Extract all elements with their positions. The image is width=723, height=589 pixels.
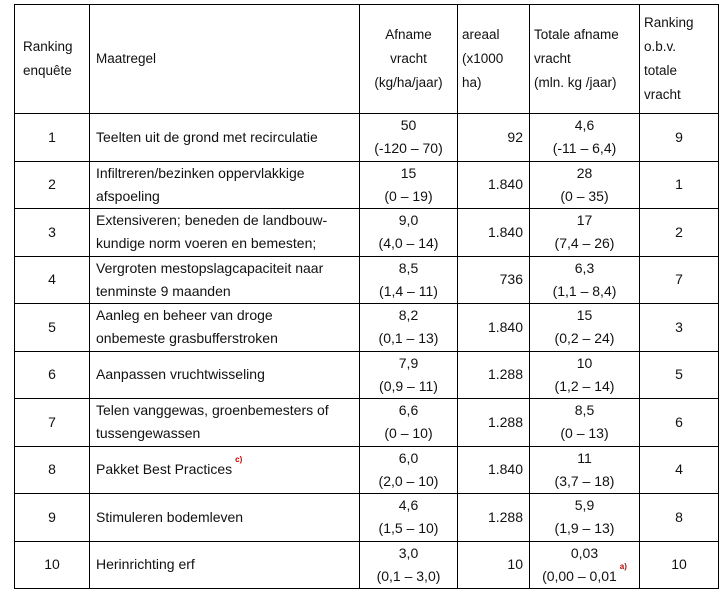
text-line: Telen vanggewas, groenbemesters of <box>96 402 329 419</box>
cell-afname-vracht <box>360 161 458 209</box>
table-body <box>15 114 719 589</box>
text-line: (1,9 – 13) <box>554 520 615 537</box>
cell-ranking-enquete: 10 <box>15 541 90 589</box>
cell-ranking-totale-vracht: 1 <box>640 161 719 209</box>
text-line: Aanleg en beheer van droge <box>96 307 273 324</box>
cell-ranking-enquete: 5 <box>15 304 90 352</box>
text-line: Pakket Best Practices$^{c)}$ <box>96 455 243 478</box>
text-line: vracht <box>390 51 427 66</box>
footnote-marker: c) <box>235 455 243 465</box>
cell-areaal: 736 <box>458 256 530 304</box>
text-line: 15 <box>400 164 417 181</box>
text-line: Aanpassen vruchtwisseling <box>96 366 265 383</box>
text-line: vracht <box>534 51 571 66</box>
text-line: 50 <box>400 117 417 134</box>
text-line: 8,5 <box>574 402 595 419</box>
cell-ranking-totale-vracht: 8 <box>640 494 719 542</box>
text-line: 9,0 <box>398 212 419 229</box>
text-line: 0,03 <box>570 544 599 561</box>
cell-ranking-enquete: 9 <box>15 494 90 542</box>
text-line: onbemeste grasbufferstroken <box>96 330 278 347</box>
text-line: 5,9 <box>574 497 595 514</box>
cell-totale-afname <box>530 399 640 447</box>
cell-afname-vracht <box>360 351 458 399</box>
text-line: tussengewassen <box>96 425 201 442</box>
cell-afname-vracht <box>360 494 458 542</box>
table-row <box>15 256 719 304</box>
text-line: Stimuleren bodemleven <box>96 508 244 525</box>
text-line: Infiltreren/bezinken oppervlakkige <box>96 164 305 181</box>
footnote-marker: a) <box>619 561 627 571</box>
cell-afname-vracht <box>360 256 458 304</box>
cell-maatregel <box>90 351 360 399</box>
text-line: 28 <box>576 164 593 181</box>
text-line: Maatregel <box>96 51 157 66</box>
text-line: kundige norm voeren en bemesten; <box>96 235 317 252</box>
text-line: Ranking <box>644 15 694 30</box>
text-line: (kg/ha/jaar) <box>374 75 443 90</box>
table-row <box>15 161 719 209</box>
text-line: afspoeling <box>96 187 160 204</box>
cell-areaal: 1.840 <box>458 446 530 494</box>
cell-maatregel <box>90 399 360 447</box>
text-line: 4,6 <box>398 497 419 514</box>
text-line: areaal <box>462 27 500 42</box>
cell-maatregel <box>90 114 360 162</box>
cell-afname-vracht <box>360 304 458 352</box>
text-line: Ranking <box>23 39 73 54</box>
text-line: ha) <box>462 75 482 90</box>
text-line: totale <box>644 63 678 78</box>
cell-ranking-totale-vracht: 9 <box>640 114 719 162</box>
cell-afname-vracht <box>360 399 458 447</box>
cell-areaal: 1.840 <box>458 209 530 257</box>
header-afname-vracht <box>360 5 458 114</box>
text-line: Herinrichting erf <box>96 556 195 573</box>
text-line: (0,00 – 0,01$^{a)}$ <box>542 561 627 584</box>
cell-maatregel <box>90 304 360 352</box>
cell-totale-afname <box>530 351 640 399</box>
text-line: 8,5 <box>398 259 419 276</box>
cell-afname-vracht <box>360 209 458 257</box>
cell-totale-afname <box>530 446 640 494</box>
text-line: o.b.v. <box>644 39 677 54</box>
table-row <box>15 446 719 494</box>
measures-table <box>14 4 719 589</box>
text-line: (x1000 <box>462 51 504 66</box>
cell-maatregel <box>90 541 360 589</box>
table-row <box>15 399 719 447</box>
text-line: (1,4 – 11) <box>379 282 438 299</box>
header-totale-afname <box>530 5 640 114</box>
cell-areaal: 10 <box>458 541 530 589</box>
cell-maatregel <box>90 161 360 209</box>
cell-ranking-enquete: 3 <box>15 209 90 257</box>
cell-areaal: 1.840 <box>458 161 530 209</box>
cell-ranking-enquete: 2 <box>15 161 90 209</box>
cell-afname-vracht <box>360 114 458 162</box>
cell-afname-vracht <box>360 446 458 494</box>
text-line: vracht <box>644 87 681 102</box>
text-line: 8,2 <box>398 307 419 324</box>
text-line: Extensiveren; beneden de landbouw- <box>96 212 328 229</box>
cell-ranking-enquete: 7 <box>15 399 90 447</box>
text-line: 10 <box>576 354 593 371</box>
cell-totale-afname <box>530 541 640 589</box>
text-line: (mln. kg /jaar) <box>534 75 617 90</box>
cell-ranking-enquete: 6 <box>15 351 90 399</box>
cell-ranking-totale-vracht: 7 <box>640 256 719 304</box>
text-line: 4,6 <box>574 117 595 134</box>
cell-maatregel <box>90 256 360 304</box>
text-line: Teelten uit de grond met recirculatie <box>96 128 318 145</box>
text-line: (0 – 13) <box>560 425 609 442</box>
text-line: 15 <box>576 307 593 324</box>
table-row <box>15 494 719 542</box>
text-line: (1,5 – 10) <box>378 520 439 537</box>
text-line: 6,0 <box>398 449 419 466</box>
table-row <box>15 351 719 399</box>
text-line: (0 – 10) <box>384 425 433 442</box>
cell-ranking-enquete: 4 <box>15 256 90 304</box>
cell-maatregel <box>90 494 360 542</box>
table-row <box>15 209 719 257</box>
text-line: 6,6 <box>398 402 419 419</box>
cell-ranking-totale-vracht: 6 <box>640 399 719 447</box>
cell-afname-vracht <box>360 541 458 589</box>
table-row <box>15 541 719 589</box>
cell-areaal: 1.288 <box>458 399 530 447</box>
cell-totale-afname <box>530 494 640 542</box>
cell-maatregel <box>90 446 360 494</box>
cell-areaal: 1.288 <box>458 351 530 399</box>
text-line: (0,1 – 13) <box>378 330 439 347</box>
header-areaal <box>458 5 530 114</box>
text-line: (-11 – 6,4) <box>552 140 617 157</box>
cell-areaal: 92 <box>458 114 530 162</box>
cell-ranking-totale-vracht: 5 <box>640 351 719 399</box>
text-line: (0,2 – 24) <box>554 330 615 347</box>
cell-maatregel <box>90 209 360 257</box>
cell-ranking-totale-vracht: 10 <box>640 541 719 589</box>
header-maatregel <box>90 5 360 114</box>
cell-totale-afname <box>530 114 640 162</box>
text-line: (7,4 – 26) <box>554 235 615 252</box>
text-line: 6,3 <box>574 259 595 276</box>
text-line: 17 <box>576 212 593 229</box>
text-line: Vergroten mestopslagcapaciteit naar <box>96 259 324 276</box>
text-line: (0,1 – 3,0) <box>376 567 441 584</box>
text-line: (0 – 35) <box>560 187 609 204</box>
text-line: tenminste 9 maanden <box>96 282 231 299</box>
cell-ranking-totale-vracht: 4 <box>640 446 719 494</box>
table-row <box>15 114 719 162</box>
text-line: (3,7 – 18) <box>554 472 615 489</box>
cell-ranking-totale-vracht: 2 <box>640 209 719 257</box>
text-line: 11 <box>577 449 592 466</box>
cell-ranking-totale-vracht: 3 <box>640 304 719 352</box>
text-line: enquête <box>23 63 72 78</box>
text-line: Afname <box>385 27 432 42</box>
header-ranking-totale-vracht <box>640 5 719 114</box>
cell-totale-afname <box>530 304 640 352</box>
cell-areaal: 1.840 <box>458 304 530 352</box>
table-row <box>15 304 719 352</box>
text-line: (0 – 19) <box>384 187 433 204</box>
cell-totale-afname <box>530 209 640 257</box>
text-line: (4,0 – 14) <box>378 235 439 252</box>
text-line: (2,0 – 10) <box>378 472 439 489</box>
header-row <box>15 5 719 114</box>
text-line: 3,0 <box>398 544 419 561</box>
text-line: 7,9 <box>398 354 419 371</box>
cell-areaal: 1.288 <box>458 494 530 542</box>
header-ranking-enquete <box>15 5 90 114</box>
cell-ranking-enquete: 1 <box>15 114 90 162</box>
cell-ranking-enquete: 8 <box>15 446 90 494</box>
text-line: Totale afname <box>534 27 619 42</box>
text-line: (1,2 – 14) <box>554 377 615 394</box>
text-line: (0,9 – 11) <box>379 377 438 394</box>
cell-totale-afname <box>530 256 640 304</box>
text-line: (1,1 – 8,4) <box>552 282 617 299</box>
cell-totale-afname <box>530 161 640 209</box>
text-line: (-120 – 70) <box>374 140 443 157</box>
